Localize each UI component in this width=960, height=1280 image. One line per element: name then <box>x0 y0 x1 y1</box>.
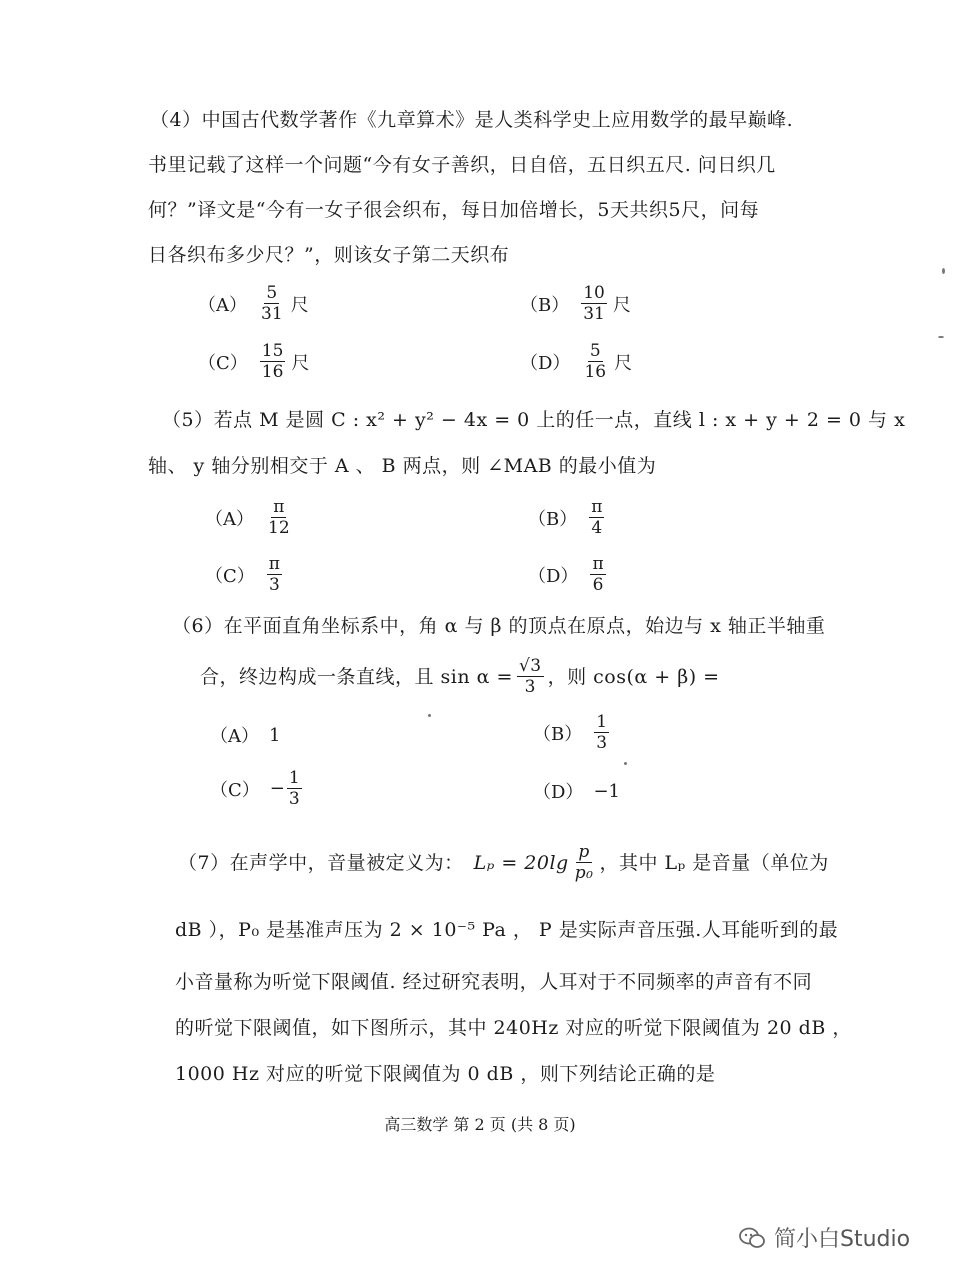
scan-speck <box>624 762 627 765</box>
page-footer: 高三数学 第 2 页 (共 8 页) <box>384 1115 576 1134</box>
unit: 尺 <box>614 352 633 374</box>
watermark <box>738 1222 910 1253</box>
frac-num: π <box>592 554 604 574</box>
formula: Lₚ = 20lg <box>473 851 569 874</box>
frac-num: 1 <box>288 768 300 788</box>
fraction <box>517 656 544 697</box>
frac-num: √3 <box>518 656 542 676</box>
scan-speck <box>942 268 945 274</box>
fraction <box>589 497 604 538</box>
q4-line-3: 何？”译文是“今有一女子很会织布，每日加倍增长，5天共织5尺，问每 <box>148 199 760 221</box>
q5-line-1: （5）若点 M 是圆 C : x² + y² − 4x = 0 上的任一点，直线 l : x + y + 2 = 0 与 x <box>162 409 906 431</box>
option-label: （A） <box>205 508 254 530</box>
frac-num: p <box>578 842 590 862</box>
fraction <box>581 283 607 324</box>
frac-den: 6 <box>592 575 604 595</box>
q5-line-2: 轴、 y 轴分别相交于 A 、 B 两点，则 ∠MAB 的最小值为 <box>148 455 657 477</box>
q6-option-b <box>533 712 611 753</box>
fraction <box>259 283 285 324</box>
option-label: （C） <box>205 565 255 587</box>
option-label: （D） <box>520 352 571 374</box>
q4-option-a <box>198 283 309 324</box>
frac-num: 10 <box>583 283 605 303</box>
frac-den: 12 <box>268 518 290 538</box>
frac-num: 1 <box>596 712 608 732</box>
q5-option-c <box>205 554 284 595</box>
unit: 尺 <box>612 294 631 316</box>
option-label: （B） <box>520 294 570 316</box>
fraction <box>594 712 609 753</box>
fraction <box>266 497 292 538</box>
frac-den: 3 <box>596 733 608 753</box>
q4-line-4: 日各织布多少尺？”，则该女子第二天织布 <box>148 244 510 266</box>
option-label: （D） <box>533 782 584 803</box>
q5-option-a <box>205 497 294 538</box>
q7-line-2: dB ），P₀ 是基准声压为 2 × 10⁻⁵ Pa ， P 是实际声音压强.人耳能听到的最 <box>175 919 839 941</box>
option-value: −1 <box>593 780 620 802</box>
option-label: （C） <box>210 779 260 801</box>
option-label: （B） <box>528 508 578 530</box>
q4-line-2: 书里记载了这样一个问题“今有女子善织，日自倍，五日织五尺. 问日织几 <box>148 154 776 176</box>
frac-num: 5 <box>589 341 601 361</box>
fraction <box>267 554 282 595</box>
q6-option-a <box>210 722 280 748</box>
q6-option-d <box>533 778 620 804</box>
frac-den: 3 <box>524 677 536 697</box>
frac-den: 3 <box>268 575 280 595</box>
q7-line-1 <box>178 842 829 883</box>
q6-line-1: （6）在平面直角坐标系中，角 α 与 β 的顶点在原点，始边与 x 轴正半轴重 <box>172 615 826 637</box>
q5-option-d <box>528 554 608 595</box>
frac-num: π <box>591 497 603 517</box>
watermark-text: 简小白Studio <box>774 1227 911 1252</box>
frac-num: 15 <box>261 341 284 361</box>
q7-line-4: 的听觉下限阈值，如下图所示，其中 240Hz 对应的听觉下限阈值为 20 dB ， <box>175 1017 852 1039</box>
frac-num: π <box>273 497 285 517</box>
fraction <box>287 768 302 809</box>
fraction <box>573 842 596 883</box>
unit: 尺 <box>290 294 309 316</box>
frac-den: 16 <box>584 362 607 382</box>
frac-num: 5 <box>266 283 278 303</box>
frac-den: 31 <box>261 304 283 324</box>
q7-line-5: 1000 Hz 对应的听觉下限阈值为 0 dB ，则下列结论正确的是 <box>175 1063 716 1085</box>
q7-line-3: 小音量称为听觉下限阈值. 经过研究表明，人耳对于不同频率的声音有不同 <box>175 971 813 993</box>
frac-den: 3 <box>288 789 300 809</box>
unit: 尺 <box>291 352 310 374</box>
fraction <box>582 341 608 382</box>
frac-den: 31 <box>583 304 605 324</box>
scan-speck <box>428 714 431 717</box>
fraction <box>260 341 286 382</box>
option-label: （D） <box>528 565 579 587</box>
chat-bubble-icon <box>738 1226 766 1250</box>
option-label: （C） <box>198 352 248 374</box>
frac-den: 4 <box>591 518 603 538</box>
minus-sign: − <box>269 778 285 799</box>
q6-option-c <box>210 768 304 809</box>
option-value: 1 <box>269 724 281 746</box>
option-label: （B） <box>533 723 583 745</box>
option-label: （A） <box>210 726 259 747</box>
q4-line-1: （4）中国古代数学著作《九章算术》是人类科学史上应用数学的最早巅峰. <box>150 109 794 131</box>
q4-option-c <box>198 341 309 382</box>
frac-num: π <box>268 554 280 574</box>
q7-line-1-tail: ，其中 Lₚ 是音量（单位为 <box>599 851 829 874</box>
frac-den: p₀ <box>574 863 594 883</box>
frac-den: 16 <box>261 362 284 382</box>
q5-option-b <box>528 497 606 538</box>
fraction <box>590 554 605 595</box>
q6-line-2 <box>200 656 720 697</box>
q6-line-2-text: 合，终边构成一条直线，且 sin α = <box>200 665 513 688</box>
q4-option-d <box>520 341 632 382</box>
q4-option-b <box>520 283 631 324</box>
q7-line-1-text: （7）在声学中，音量被定义为： <box>178 851 464 874</box>
q6-line-2-tail: ，则 cos(α + β) = <box>547 665 720 688</box>
option-label: （A） <box>198 294 247 316</box>
scan-speck <box>938 336 944 338</box>
